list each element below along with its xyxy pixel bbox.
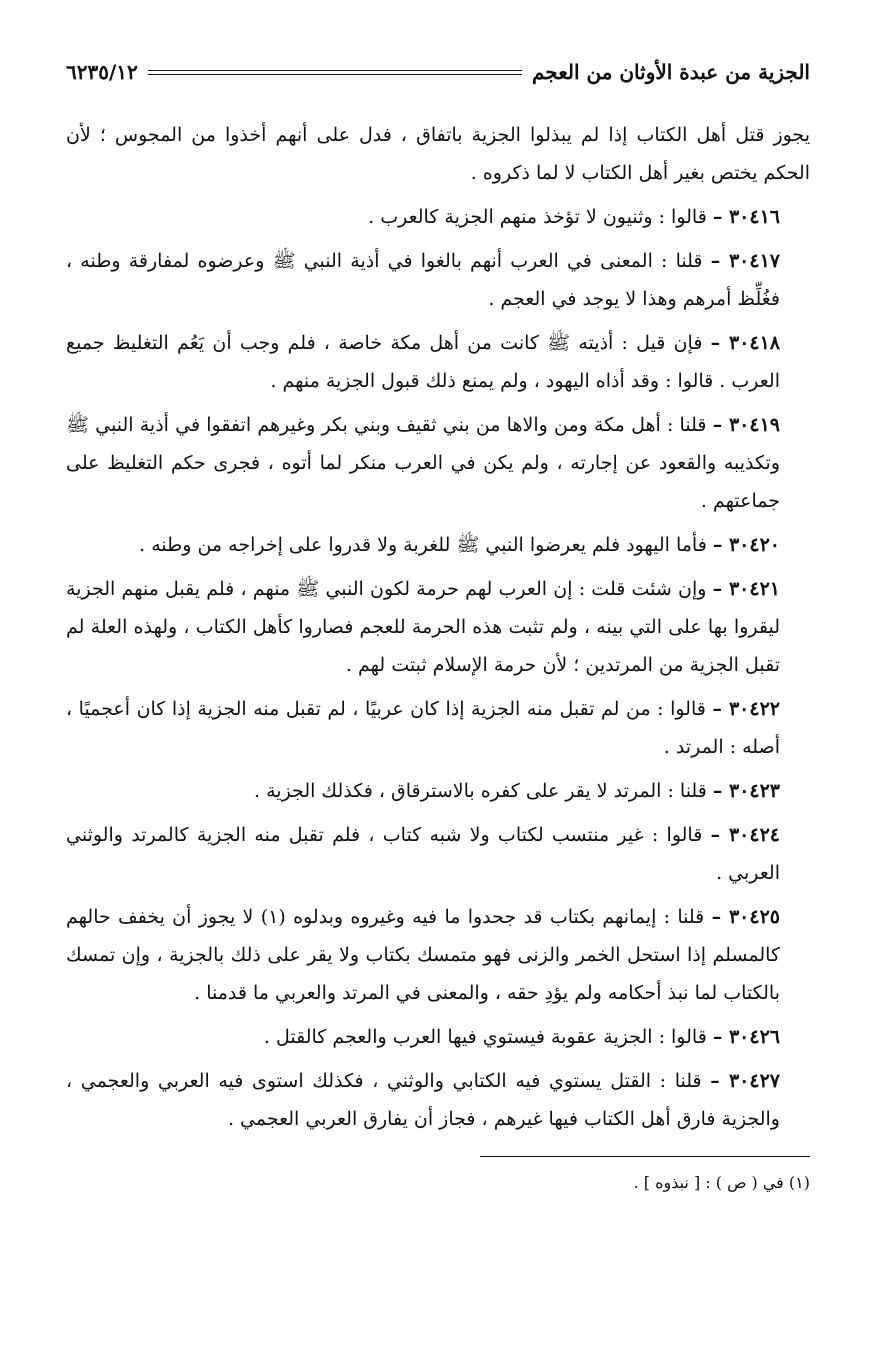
paragraph (66, 406, 810, 520)
paragraph-text: قلنا : القتل يستوي فيه الكتابي والوثني ، فكذلك استوى فيه العربي والعجمي ، والجزية فارق أهل الكتاب فيها غيرهم ، فجاز أن يفارق العربي العجمي . (66, 1070, 780, 1130)
running-header (66, 50, 810, 94)
paragraph-text: قلنا : المرتد لا يقر على كفره بالاسترقاق ، فكذلك الجزية . (254, 780, 707, 802)
paragraph (66, 1062, 810, 1138)
paragraph-number: ٣٠٤٢٧ – (710, 1070, 780, 1092)
paragraph-number: ٣٠٤٢٥ – (711, 906, 780, 928)
paragraph-number: ٣٠٤٢١ – (712, 578, 780, 600)
header-rule (148, 70, 522, 75)
document-page (66, 50, 810, 1310)
paragraph-number: ٣٠٤١٨ – (710, 332, 780, 354)
paragraph-text: قلنا : إيمانهم بكتاب قد جحدوا ما فيه وغيروه وبدلوه (١) لا يجوز أن يخفف حالهم كالمسلم إذا استحل الخمر والزنى فهو متمسك بكتاب ولا يقر على ذلك بالجزية ، وإن تمسك بالكتاب لما نبذ أحكامه ولم يؤدِ حقه ، والمعنى في المرتد والعربي ما قدمنا . (66, 906, 780, 1004)
paragraph-number: ٣٠٤٢٣ – (712, 780, 780, 802)
paragraph-text: فأما اليهود فلم يعرضوا النبي ﷺ للغربة ولا قدروا على إخراجه من وطنه . (139, 534, 707, 556)
paragraph (66, 324, 810, 400)
paragraph (66, 690, 810, 766)
paragraph (66, 816, 810, 892)
paragraph (66, 570, 810, 684)
paragraph-text: قالوا : غير منتسب لكتاب ولا شبه كتاب ، فلم تقبل منه الجزية كالمرتد والوثني العربي . (66, 824, 780, 884)
paragraph-text: قلنا : أهل مكة ومن والاها من بني ثقيف وبني بكر وغيرهم اتفقوا في أذية النبي ﷺ وتكذيبه والقعود عن إجارته ، ولم يكن في العرب منكر لما أتوه ، فجرى حكم التغليظ على جماعتهم . (66, 414, 780, 512)
paragraph (66, 116, 810, 192)
paragraph-number: ٣٠٤١٧ – (710, 250, 780, 272)
paragraph (66, 772, 810, 810)
paragraph-text: يجوز قتل أهل الكتاب إذا لم يبذلوا الجزية باتفاق ، فدل على أنهم أخذوا من المجوس ؛ لأن الحكم يختص بغير أهل الكتاب لا لما ذكروه . (66, 124, 810, 184)
paragraph (66, 242, 810, 318)
paragraph-text: قالوا : من لم تقبل منه الجزية إذا كان عربيًا ، لم تقبل منه الجزية إذا كان أعجميًا ، أصله : المرتد . (66, 698, 780, 758)
page-reference: ٦٢٣٥/١٢ (66, 60, 138, 84)
paragraph (66, 198, 810, 236)
paragraph-number: ٣٠٤٢٦ – (712, 1026, 780, 1048)
paragraph-text: قالوا : وثنيون لا تؤخذ منهم الجزية كالعرب . (368, 206, 707, 228)
paragraph-number: ٣٠٤٢٠ – (712, 534, 780, 556)
paragraph (66, 526, 810, 564)
paragraph-text: فإن قيل : أذيته ﷺ كانت من أهل مكة خاصة ، فلم وجب أن يَعُم التغليظ جميع العرب . قالوا : وقد أذاه اليهود ، ولم يمنع ذلك قبول الجزية منهم . (66, 332, 780, 392)
running-header-title: الجزية من عبدة الأوثان من العجم (531, 60, 810, 84)
paragraph-number: ٣٠٤٢٤ – (710, 824, 780, 846)
paragraph-number: ٣٠٤٢٢ – (712, 698, 780, 720)
paragraph-text: قالوا : الجزية عقوبة فيستوي فيها العرب والعجم كالقتل . (263, 1026, 707, 1048)
paragraph-number: ٣٠٤١٦ – (712, 206, 780, 228)
paragraph (66, 1018, 810, 1056)
paragraph-text: قلنا : المعنى في العرب أنهم بالغوا في أذية النبي ﷺ وعرضوه لمفارقة وطنه ، فغُلِّظ أمرهم وهذا لا يوجد في العجم . (66, 250, 780, 310)
footnote: (١) في ( ص ) : [ نبذوه ] . (633, 1173, 810, 1192)
paragraph (66, 898, 810, 1012)
body-text (66, 116, 810, 1138)
footnote-divider (480, 1156, 810, 1157)
paragraph-number: ٣٠٤١٩ – (712, 414, 780, 436)
paragraph-text: وإن شئت قلت : إن العرب لهم حرمة لكون النبي ﷺ منهم ، فلم يقبل منهم الجزية ليقروا بها على التي بينه ، ولم تثبت هذه الحرمة للعجم فصاروا كأهل الكتاب ، ولهذه العلة لم تقبل الجزية من المرتدين ؛ لأن حرمة الإسلام ثبتت لهم . (66, 578, 780, 676)
